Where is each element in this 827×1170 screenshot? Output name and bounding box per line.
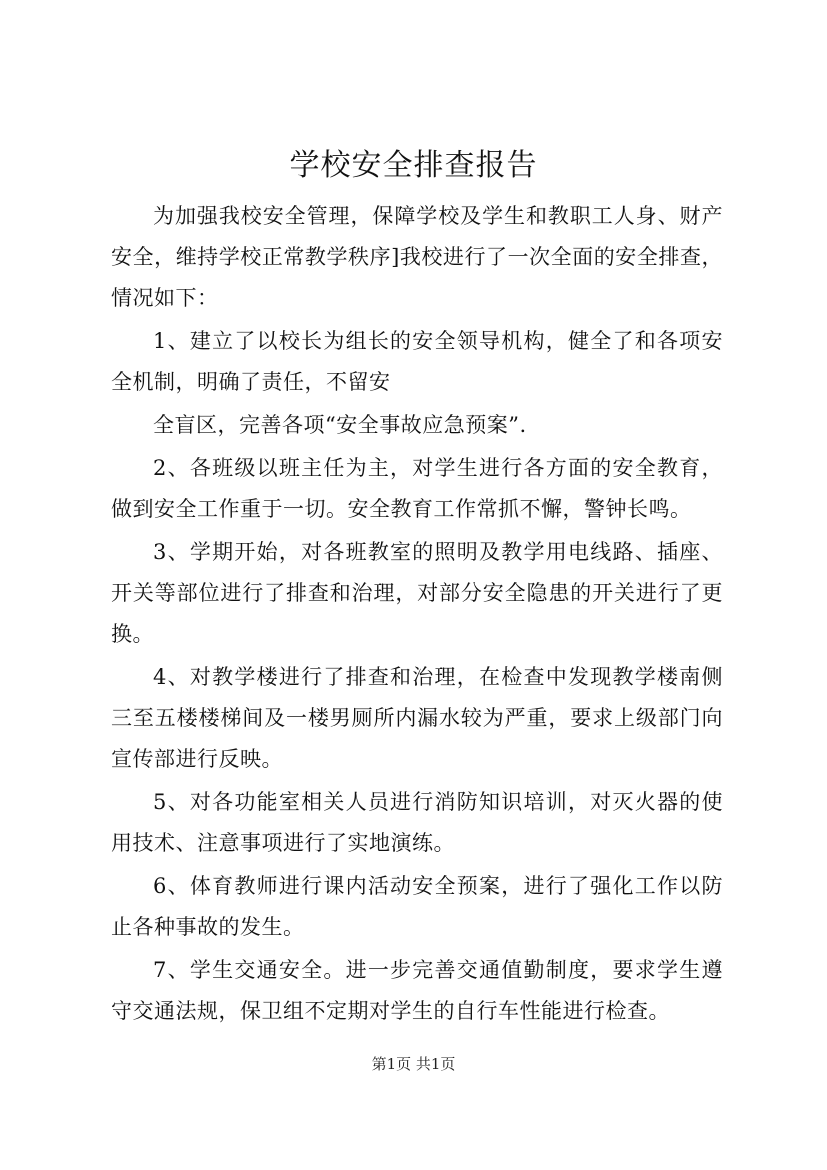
document-title: 学校安全排查报告	[289, 148, 538, 183]
page-number-footer: 第1页 共1页	[371, 1055, 456, 1073]
paragraph-item-7: 7、学生交通安全。进一步完善交通值勤制度，要求学生遵守交通法规，保卫组不定期对学生的自行车性能进行检查。	[111, 958, 723, 1023]
paragraph-item-4: 4、对教学楼进行了排查和治理，在检查中发现教学楼南侧三至五楼楼梯间及一楼男厕所内漏水较为严重，要求上级部门向宣传部进行反映。	[111, 665, 723, 771]
paragraph-item-5: 5、对各功能室相关人员进行消防知识培训，对灭火器的使用技术、注意事项进行了实地演练。	[111, 790, 723, 855]
paragraph-item-1: 1、建立了以校长为组长的安全领导机构，健全了和各项安全机制，明确了责任，不留安	[111, 329, 723, 394]
paragraph-item-1-continued: 全盲区，完善各项“安全事故应急预案”.	[153, 413, 527, 437]
paragraph-item-2: 2、各班级以班主任为主，对学生进行各方面的安全教育，做到安全工作重于一切。安全教育工作常抓不懈，警钟长鸣。	[111, 456, 723, 521]
paragraph-intro: 为加强我校安全管理，保障学校及学生和教职工人身、财产安全，维持学校正常教学秩序]我校进行了一次全面的安全排查，情况如下：	[111, 204, 723, 310]
document-body	[111, 196, 723, 1034]
paragraph-item-3: 3、学期开始，对各班教室的照明及教学用电线路、插座、开关等部位进行了排查和治理，对部分安全隐患的开关进行了更换。	[111, 540, 723, 646]
paragraph-item-6: 6、体育教师进行课内活动安全预案，进行了强化工作以防止各种事故的发生。	[111, 874, 723, 939]
